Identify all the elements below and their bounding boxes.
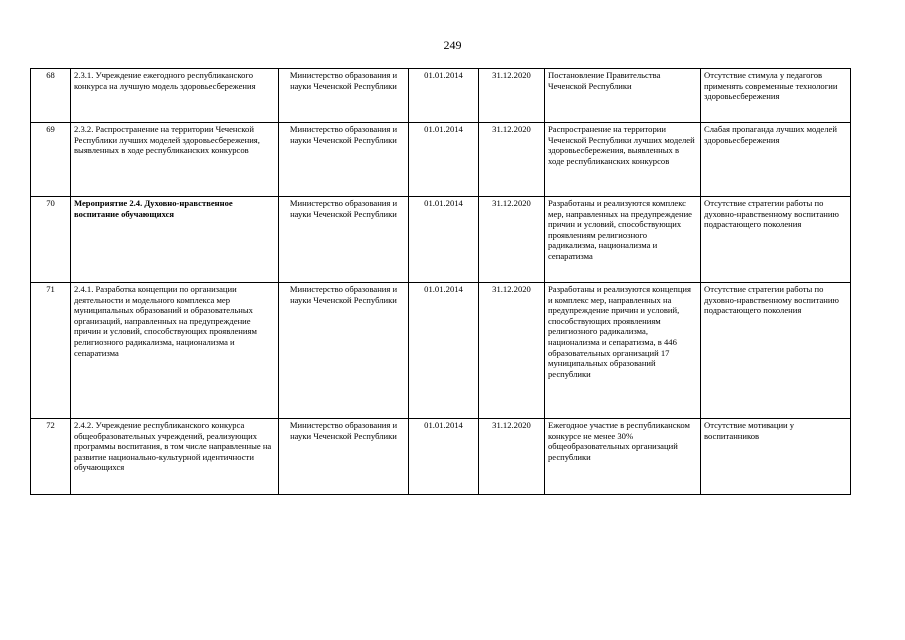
row-number: 70 bbox=[31, 197, 71, 283]
risk-cell: Отсутствие стратегии работы по духовно-нравственному воспитанию подрастающего поколения bbox=[701, 283, 851, 419]
start-date-cell: 01.01.2014 bbox=[409, 69, 479, 123]
start-date-cell: 01.01.2014 bbox=[409, 283, 479, 419]
executor-cell: Министерство образования и науки Чеченской Республики bbox=[279, 419, 409, 495]
risk-cell: Отсутствие стратегии работы по духовно-нравственному воспитанию подрастающего поколения bbox=[701, 197, 851, 283]
start-date-cell: 01.01.2014 bbox=[409, 123, 479, 197]
risk-cell: Отсутствие мотивации у воспитанников bbox=[701, 419, 851, 495]
row-number: 68 bbox=[31, 69, 71, 123]
result-cell: Постановление Правительства Чеченской Республики bbox=[545, 69, 701, 123]
risk-cell: Слабая пропаганда лучших моделей здоровьесбережения bbox=[701, 123, 851, 197]
result-cell: Ежегодное участие в республиканском конкурсе не менее 30% общеобразовательных организаций республики bbox=[545, 419, 701, 495]
table-row bbox=[31, 197, 851, 283]
end-date-cell: 31.12.2020 bbox=[479, 69, 545, 123]
task-cell: 2.4.2. Учреждение республиканского конкурса общеобразовательных учреждений, реализующих программы воспитания, в том числе направленные на развитие национально-культурной идентичности обучающихся bbox=[71, 419, 279, 495]
row-number: 71 bbox=[31, 283, 71, 419]
start-date-cell: 01.01.2014 bbox=[409, 197, 479, 283]
start-date-cell: 01.01.2014 bbox=[409, 419, 479, 495]
result-cell: Разработаны и реализуются комплекс мер, направленных на предупреждение причин и условий, способствующих проявлениям религиозного радикализма, национализма и сепаратизма bbox=[545, 197, 701, 283]
executor-cell: Министерство образования и науки Чеченской Республики bbox=[279, 283, 409, 419]
task-cell: 2.3.2. Распространение на территории Чеченской Республики лучших моделей здоровьесбережения, выявленных в ходе республиканских конкурсов bbox=[71, 123, 279, 197]
executor-cell: Министерство образования и науки Чеченской Республики bbox=[279, 69, 409, 123]
table-row bbox=[31, 283, 851, 419]
end-date-cell: 31.12.2020 bbox=[479, 419, 545, 495]
row-number: 72 bbox=[31, 419, 71, 495]
table-row bbox=[31, 123, 851, 197]
result-cell: Разработаны и реализуются концепция и комплекс мер, направленных на предупреждение причин и условий, способствующих проявлениям религиозного радикализма, национализма и сепаратизма, в 446 образовательных организаций 17 муниципальных образований республики bbox=[545, 283, 701, 419]
task-cell: Мероприятие 2.4. Духовно-нравственное воспитание обучающихся bbox=[71, 197, 279, 283]
risk-cell: Отсутствие стимула у педагогов применять современные технологии здоровьесбережения bbox=[701, 69, 851, 123]
executor-cell: Министерство образования и науки Чеченской Республики bbox=[279, 123, 409, 197]
end-date-cell: 31.12.2020 bbox=[479, 283, 545, 419]
end-date-cell: 31.12.2020 bbox=[479, 123, 545, 197]
task-cell: 2.3.1. Учреждение ежегодного республиканского конкурса на лучшую модель здоровьесбережения bbox=[71, 69, 279, 123]
end-date-cell: 31.12.2020 bbox=[479, 197, 545, 283]
row-number: 69 bbox=[31, 123, 71, 197]
executor-cell: Министерство образования и науки Чеченской Республики bbox=[279, 197, 409, 283]
measures-table bbox=[30, 68, 851, 495]
task-cell: 2.4.1. Разработка концепции по организации деятельности и модельного комплекса мер муниципальных образований и образовательных организаций, направленных на предупреждение причин и условий, способствующих проявлениям религиозного радикализма, национализма и сепаратизма bbox=[71, 283, 279, 419]
table-row bbox=[31, 419, 851, 495]
table-row bbox=[31, 69, 851, 123]
result-cell: Распространение на территории Чеченской Республики лучших моделей здоровьесбережения, выявленных в ходе республиканских конкурсов bbox=[545, 123, 701, 197]
page-number: 249 bbox=[443, 38, 462, 52]
